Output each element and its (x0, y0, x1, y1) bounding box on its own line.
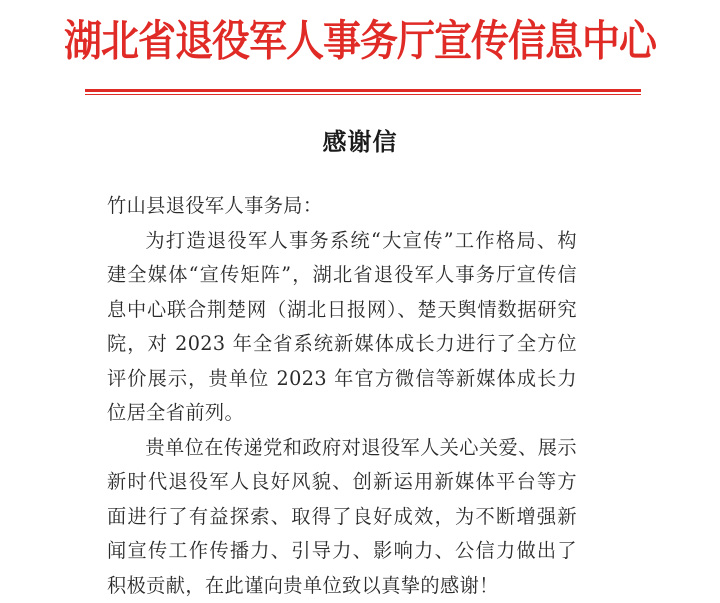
letter-body (107, 189, 577, 603)
letterhead-org-name: 湖北省退役军人事务厅宣传信息中心 (0, 6, 720, 68)
document-title: 感谢信 (0, 122, 720, 157)
letterhead-red-rule (85, 89, 641, 92)
paragraph-2: 贵单位在传递党和政府对退役军人关心关爱、展示新时代退役军人良好风貌、创新运用新媒体平台等方面进行了有益探索、取得了良好成效，为不断增强新闻宣传工作传播力、引导力、影响力、公信力做出了积极贡献，在此谨向贵单位致以真挚的感谢！ (107, 431, 577, 603)
paragraph-1: 为打造退役军人事务系统“大宣传”工作格局、构建全媒体“宣传矩阵”，湖北省退役军人事务厅宣传信息中心联合荆楚网（湖北日报网）、楚天舆情数据研究院，对 2023 年全省系统新媒体成长力进行了全方位评价展示，贵单位 2023 年官方微信等新媒体成长力位居全省前列。 (107, 224, 577, 431)
salutation: 竹山县退役军人事务局： (107, 189, 577, 224)
letterhead-red-rule-thin (85, 94, 641, 95)
